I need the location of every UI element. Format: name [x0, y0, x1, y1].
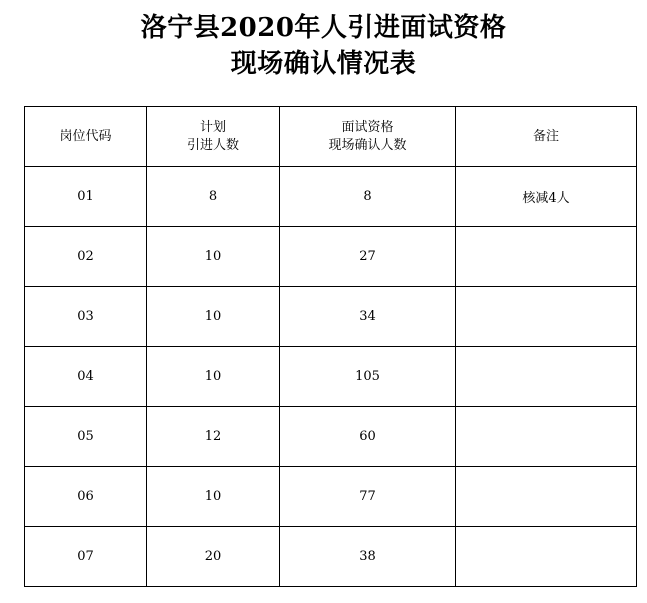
cell-planned-count: 8 [147, 167, 280, 227]
cell-remark [456, 287, 637, 347]
confirmation-table [24, 106, 637, 587]
cell-confirmed-count: 34 [280, 287, 456, 347]
cell-confirmed-count: 60 [280, 407, 456, 467]
cell-confirmed-count: 77 [280, 467, 456, 527]
cell-confirmed-count: 27 [280, 227, 456, 287]
cell-confirmed-count: 105 [280, 347, 456, 407]
cell-remark [456, 347, 637, 407]
table-row [25, 467, 637, 527]
table-row [25, 527, 637, 587]
cell-remark [456, 407, 637, 467]
table-row [25, 287, 637, 347]
header-confirmed-count-line2: 现场确认人数 [328, 137, 407, 153]
cell-planned-count: 20 [147, 527, 280, 587]
table-row [25, 347, 637, 407]
header-planned-count-line1: 计划 [199, 119, 226, 135]
cell-position-code: 03 [25, 287, 147, 347]
cell-planned-count: 10 [147, 287, 280, 347]
cell-position-code: 05 [25, 407, 147, 467]
document-title: 洛宁县2020年人引进面试资格 [140, 13, 507, 43]
table-row [25, 407, 637, 467]
header-position-code: 岗位代码 [25, 107, 147, 167]
cell-remark [456, 527, 637, 587]
cell-position-code: 07 [25, 527, 147, 587]
document-subtitle: 现场确认情况表 [230, 49, 417, 79]
cell-position-code: 01 [25, 167, 147, 227]
cell-position-code: 06 [25, 467, 147, 527]
cell-position-code: 02 [25, 227, 147, 287]
cell-planned-count: 10 [147, 227, 280, 287]
cell-planned-count: 12 [147, 407, 280, 467]
cell-confirmed-count: 8 [280, 167, 456, 227]
table-header-row [25, 107, 637, 167]
cell-planned-count: 10 [147, 467, 280, 527]
cell-remark [456, 467, 637, 527]
header-remark: 备注 [456, 107, 637, 167]
table-row [25, 167, 637, 227]
cell-remark [456, 227, 637, 287]
header-confirmed-count-line1: 面试资格 [341, 119, 394, 135]
cell-remark: 核减4人 [456, 167, 637, 227]
cell-confirmed-count: 38 [280, 527, 456, 587]
cell-position-code: 04 [25, 347, 147, 407]
header-confirmed-count [280, 107, 456, 167]
cell-planned-count: 10 [147, 347, 280, 407]
table-row [25, 227, 637, 287]
header-planned-count [147, 107, 280, 167]
header-planned-count-line2: 引进人数 [186, 137, 239, 153]
